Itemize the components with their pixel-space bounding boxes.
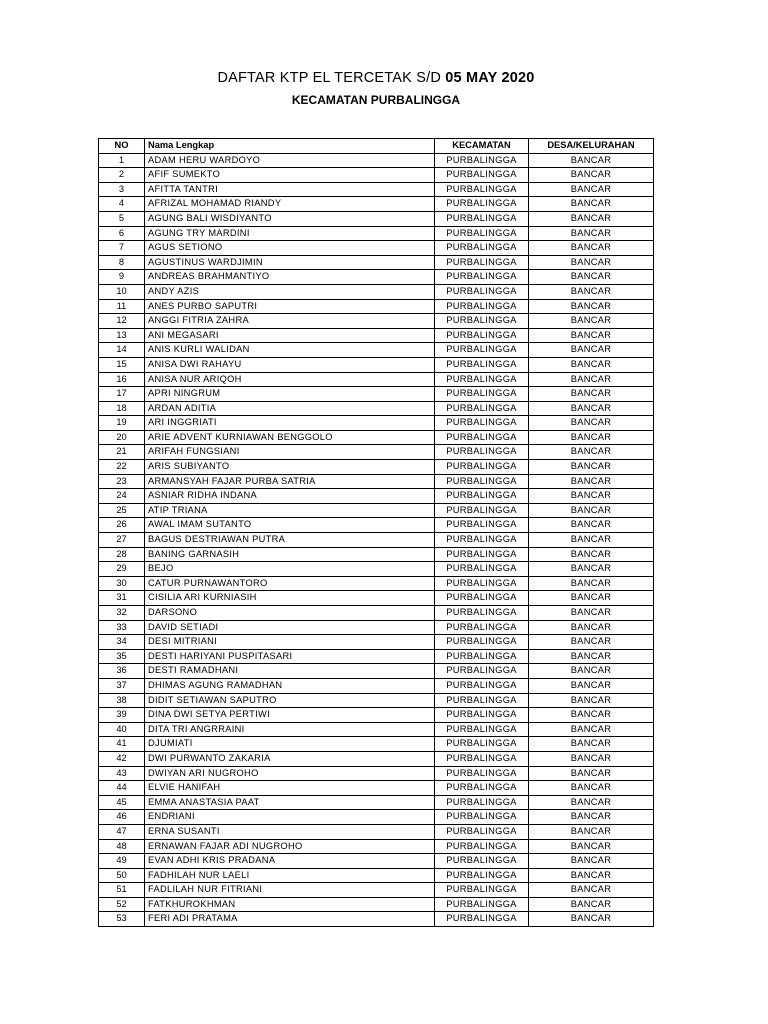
cell-kecamatan: PURBALINGGA <box>435 678 529 693</box>
cell-name: DWI PURWANTO ZAKARIA <box>145 751 435 766</box>
cell-no: 40 <box>99 722 145 737</box>
cell-name: ARI INGGRIATI <box>145 416 435 431</box>
cell-no: 23 <box>99 474 145 489</box>
cell-no: 22 <box>99 460 145 475</box>
cell-kecamatan: PURBALINGGA <box>435 766 529 781</box>
table-row <box>99 241 654 256</box>
cell-name: FADHILAH NUR LAELI <box>145 868 435 883</box>
cell-desa: BANCAR <box>529 547 654 562</box>
table-row <box>99 781 654 796</box>
table-row <box>99 357 654 372</box>
cell-no: 43 <box>99 766 145 781</box>
column-header-name: Nama Lengkap <box>145 139 435 154</box>
cell-name: ANIS KURLI WALIDAN <box>145 343 435 358</box>
cell-desa: BANCAR <box>529 591 654 606</box>
cell-kecamatan: PURBALINGGA <box>435 781 529 796</box>
cell-desa: BANCAR <box>529 678 654 693</box>
cell-name: DWIYAN ARI NUGROHO <box>145 766 435 781</box>
cell-name: FERI ADI PRATAMA <box>145 912 435 927</box>
table-row <box>99 606 654 621</box>
cell-kecamatan: PURBALINGGA <box>435 708 529 723</box>
cell-no: 14 <box>99 343 145 358</box>
cell-no: 2 <box>99 168 145 183</box>
cell-name: DJUMIATI <box>145 737 435 752</box>
cell-no: 34 <box>99 635 145 650</box>
cell-desa: BANCAR <box>529 839 654 854</box>
cell-no: 6 <box>99 226 145 241</box>
cell-no: 38 <box>99 693 145 708</box>
cell-name: ANDREAS BRAHMANTIYO <box>145 270 435 285</box>
cell-no: 9 <box>99 270 145 285</box>
cell-desa: BANCAR <box>529 533 654 548</box>
cell-desa: BANCAR <box>529 737 654 752</box>
column-header-no: NO <box>99 139 145 154</box>
cell-kecamatan: PURBALINGGA <box>435 197 529 212</box>
cell-desa: BANCAR <box>529 620 654 635</box>
table-row <box>99 168 654 183</box>
title-prefix: DAFTAR KTP EL TERCETAK S/D <box>217 70 442 86</box>
cell-no: 11 <box>99 299 145 314</box>
cell-kecamatan: PURBALINGGA <box>435 182 529 197</box>
cell-kecamatan: PURBALINGGA <box>435 211 529 226</box>
cell-desa: BANCAR <box>529 430 654 445</box>
table-row <box>99 664 654 679</box>
cell-kecamatan: PURBALINGGA <box>435 912 529 927</box>
cell-desa: BANCAR <box>529 883 654 898</box>
cell-no: 5 <box>99 211 145 226</box>
cell-kecamatan: PURBALINGGA <box>435 635 529 650</box>
cell-no: 51 <box>99 883 145 898</box>
cell-name: ANISA NUR ARIQOH <box>145 372 435 387</box>
cell-kecamatan: PURBALINGGA <box>435 664 529 679</box>
cell-no: 39 <box>99 708 145 723</box>
cell-desa: BANCAR <box>529 211 654 226</box>
cell-name: ANGGI FITRIA ZAHRA <box>145 314 435 329</box>
cell-no: 19 <box>99 416 145 431</box>
table-row <box>99 547 654 562</box>
table-row <box>99 197 654 212</box>
cell-desa: BANCAR <box>529 693 654 708</box>
cell-desa: BANCAR <box>529 372 654 387</box>
cell-desa: BANCAR <box>529 270 654 285</box>
table-row <box>99 649 654 664</box>
table-row <box>99 518 654 533</box>
cell-desa: BANCAR <box>529 503 654 518</box>
cell-kecamatan: PURBALINGGA <box>435 416 529 431</box>
cell-kecamatan: PURBALINGGA <box>435 343 529 358</box>
cell-no: 53 <box>99 912 145 927</box>
table-row <box>99 854 654 869</box>
cell-no: 16 <box>99 372 145 387</box>
table-row <box>99 343 654 358</box>
table-row <box>99 153 654 168</box>
column-header-desa: DESA/KELURAHAN <box>529 139 654 154</box>
cell-no: 24 <box>99 489 145 504</box>
table-row <box>99 795 654 810</box>
table-row <box>99 387 654 402</box>
cell-kecamatan: PURBALINGGA <box>435 299 529 314</box>
cell-kecamatan: PURBALINGGA <box>435 357 529 372</box>
table-body <box>99 153 654 926</box>
cell-kecamatan: PURBALINGGA <box>435 430 529 445</box>
table-row <box>99 635 654 650</box>
cell-name: AGUNG TRY MARDINI <box>145 226 435 241</box>
cell-name: AFITTA TANTRI <box>145 182 435 197</box>
cell-name: ARIFAH FUNGSIANI <box>145 445 435 460</box>
cell-no: 30 <box>99 576 145 591</box>
cell-desa: BANCAR <box>529 284 654 299</box>
cell-no: 29 <box>99 562 145 577</box>
cell-desa: BANCAR <box>529 708 654 723</box>
cell-no: 47 <box>99 824 145 839</box>
cell-no: 33 <box>99 620 145 635</box>
cell-desa: BANCAR <box>529 562 654 577</box>
cell-name: ARIS SUBIYANTO <box>145 460 435 475</box>
cell-name: ANDY AZIS <box>145 284 435 299</box>
table-row <box>99 708 654 723</box>
cell-no: 26 <box>99 518 145 533</box>
table-row <box>99 620 654 635</box>
cell-kecamatan: PURBALINGGA <box>435 824 529 839</box>
table-row <box>99 897 654 912</box>
cell-desa: BANCAR <box>529 664 654 679</box>
cell-name: ADAM HERU WARDOYO <box>145 153 435 168</box>
cell-kecamatan: PURBALINGGA <box>435 839 529 854</box>
table-row <box>99 416 654 431</box>
table-row <box>99 430 654 445</box>
cell-no: 28 <box>99 547 145 562</box>
cell-desa: BANCAR <box>529 824 654 839</box>
table-row <box>99 284 654 299</box>
cell-no: 41 <box>99 737 145 752</box>
cell-desa: BANCAR <box>529 474 654 489</box>
cell-no: 20 <box>99 430 145 445</box>
cell-desa: BANCAR <box>529 255 654 270</box>
cell-desa: BANCAR <box>529 722 654 737</box>
title-date: 05 MAY 2020 <box>445 70 535 86</box>
cell-name: DINA DWI SETYA PERTIWI <box>145 708 435 723</box>
cell-no: 50 <box>99 868 145 883</box>
cell-name: ERNA SUSANTI <box>145 824 435 839</box>
cell-name: ASNIAR RIDHA INDANA <box>145 489 435 504</box>
cell-kecamatan: PURBALINGGA <box>435 387 529 402</box>
cell-kecamatan: PURBALINGGA <box>435 751 529 766</box>
table-row <box>99 839 654 854</box>
cell-name: CATUR PURNAWANTORO <box>145 576 435 591</box>
cell-desa: BANCAR <box>529 518 654 533</box>
cell-name: DITA TRI ANGRRAINI <box>145 722 435 737</box>
cell-desa: BANCAR <box>529 897 654 912</box>
cell-name: ERNAWAN FAJAR ADI NUGROHO <box>145 839 435 854</box>
cell-no: 36 <box>99 664 145 679</box>
cell-name: ARIE ADVENT KURNIAWAN BENGGOLO <box>145 430 435 445</box>
cell-kecamatan: PURBALINGGA <box>435 314 529 329</box>
cell-name: DAVID SETIADI <box>145 620 435 635</box>
cell-no: 15 <box>99 357 145 372</box>
cell-kecamatan: PURBALINGGA <box>435 854 529 869</box>
cell-name: DHIMAS AGUNG RAMADHAN <box>145 678 435 693</box>
table-row <box>99 751 654 766</box>
cell-kecamatan: PURBALINGGA <box>435 810 529 825</box>
cell-kecamatan: PURBALINGGA <box>435 153 529 168</box>
cell-no: 37 <box>99 678 145 693</box>
cell-no: 21 <box>99 445 145 460</box>
cell-desa: BANCAR <box>529 606 654 621</box>
cell-desa: BANCAR <box>529 460 654 475</box>
cell-no: 25 <box>99 503 145 518</box>
table-row <box>99 766 654 781</box>
cell-name: DESTI HARIYANI PUSPITASARI <box>145 649 435 664</box>
column-header-kecamatan: KECAMATAN <box>435 139 529 154</box>
table-row <box>99 503 654 518</box>
cell-desa: BANCAR <box>529 489 654 504</box>
cell-name: BEJO <box>145 562 435 577</box>
cell-kecamatan: PURBALINGGA <box>435 620 529 635</box>
cell-kecamatan: PURBALINGGA <box>435 576 529 591</box>
cell-name: ANES PURBO SAPUTRI <box>145 299 435 314</box>
cell-name: AFIF SUMEKTO <box>145 168 435 183</box>
cell-kecamatan: PURBALINGGA <box>435 372 529 387</box>
cell-name: BANING GARNASIH <box>145 547 435 562</box>
cell-desa: BANCAR <box>529 868 654 883</box>
cell-name: ATIP TRIANA <box>145 503 435 518</box>
cell-kecamatan: PURBALINGGA <box>435 562 529 577</box>
cell-kecamatan: PURBALINGGA <box>435 401 529 416</box>
cell-name: APRI NINGRUM <box>145 387 435 402</box>
cell-no: 31 <box>99 591 145 606</box>
document-title <box>0 70 752 86</box>
cell-no: 18 <box>99 401 145 416</box>
cell-desa: BANCAR <box>529 854 654 869</box>
cell-desa: BANCAR <box>529 182 654 197</box>
table-row <box>99 489 654 504</box>
cell-kecamatan: PURBALINGGA <box>435 460 529 475</box>
cell-name: ARDAN ADITIA <box>145 401 435 416</box>
cell-desa: BANCAR <box>529 445 654 460</box>
cell-desa: BANCAR <box>529 401 654 416</box>
cell-name: FATKHUROKHMAN <box>145 897 435 912</box>
cell-name: AFRIZAL MOHAMAD RIANDY <box>145 197 435 212</box>
cell-name: FADLILAH NUR FITRIANI <box>145 883 435 898</box>
cell-no: 42 <box>99 751 145 766</box>
cell-kecamatan: PURBALINGGA <box>435 795 529 810</box>
cell-no: 45 <box>99 795 145 810</box>
table-row <box>99 912 654 927</box>
cell-desa: BANCAR <box>529 168 654 183</box>
cell-name: ELVIE HANIFAH <box>145 781 435 796</box>
cell-desa: BANCAR <box>529 795 654 810</box>
cell-name: ANI MEGASARI <box>145 328 435 343</box>
cell-kecamatan: PURBALINGGA <box>435 241 529 256</box>
cell-name: EVAN ADHI KRIS PRADANA <box>145 854 435 869</box>
cell-kecamatan: PURBALINGGA <box>435 547 529 562</box>
table-row <box>99 474 654 489</box>
cell-desa: BANCAR <box>529 328 654 343</box>
cell-desa: BANCAR <box>529 226 654 241</box>
table-row <box>99 255 654 270</box>
cell-kecamatan: PURBALINGGA <box>435 474 529 489</box>
cell-name: DARSONO <box>145 606 435 621</box>
cell-kecamatan: PURBALINGGA <box>435 284 529 299</box>
table-row <box>99 211 654 226</box>
cell-desa: BANCAR <box>529 649 654 664</box>
cell-name: ARMANSYAH FAJAR PURBA SATRIA <box>145 474 435 489</box>
table-row <box>99 693 654 708</box>
table-row <box>99 270 654 285</box>
table-row <box>99 810 654 825</box>
table-row <box>99 401 654 416</box>
cell-desa: BANCAR <box>529 416 654 431</box>
cell-name: DESTI RAMADHANI <box>145 664 435 679</box>
cell-name: ENDRIANI <box>145 810 435 825</box>
cell-no: 4 <box>99 197 145 212</box>
cell-desa: BANCAR <box>529 912 654 927</box>
cell-name: DESI MITRIANI <box>145 635 435 650</box>
cell-kecamatan: PURBALINGGA <box>435 168 529 183</box>
cell-desa: BANCAR <box>529 781 654 796</box>
table-row <box>99 824 654 839</box>
cell-kecamatan: PURBALINGGA <box>435 591 529 606</box>
cell-kecamatan: PURBALINGGA <box>435 503 529 518</box>
cell-no: 13 <box>99 328 145 343</box>
cell-no: 32 <box>99 606 145 621</box>
table-row <box>99 372 654 387</box>
cell-kecamatan: PURBALINGGA <box>435 897 529 912</box>
cell-kecamatan: PURBALINGGA <box>435 533 529 548</box>
table-row <box>99 576 654 591</box>
table-row <box>99 445 654 460</box>
cell-kecamatan: PURBALINGGA <box>435 693 529 708</box>
table-row <box>99 722 654 737</box>
cell-name: BAGUS DESTRIAWAN PUTRA <box>145 533 435 548</box>
cell-no: 12 <box>99 314 145 329</box>
table-row <box>99 460 654 475</box>
table-row <box>99 182 654 197</box>
cell-name: ANISA DWI RAHAYU <box>145 357 435 372</box>
cell-desa: BANCAR <box>529 810 654 825</box>
cell-name: AGUNG BALI WISDIYANTO <box>145 211 435 226</box>
cell-no: 35 <box>99 649 145 664</box>
cell-kecamatan: PURBALINGGA <box>435 445 529 460</box>
cell-desa: BANCAR <box>529 576 654 591</box>
table-row <box>99 868 654 883</box>
cell-no: 8 <box>99 255 145 270</box>
table-row <box>99 226 654 241</box>
cell-name: EMMA ANASTASIA PAAT <box>145 795 435 810</box>
cell-desa: BANCAR <box>529 766 654 781</box>
table-row <box>99 299 654 314</box>
document-subtitle: KECAMATAN PURBALINGGA <box>291 93 461 107</box>
cell-no: 3 <box>99 182 145 197</box>
cell-desa: BANCAR <box>529 751 654 766</box>
cell-kecamatan: PURBALINGGA <box>435 737 529 752</box>
cell-desa: BANCAR <box>529 357 654 372</box>
cell-desa: BANCAR <box>529 314 654 329</box>
cell-desa: BANCAR <box>529 387 654 402</box>
cell-no: 49 <box>99 854 145 869</box>
cell-name: AGUSTINUS WARDJIMIN <box>145 255 435 270</box>
cell-kecamatan: PURBALINGGA <box>435 518 529 533</box>
cell-kecamatan: PURBALINGGA <box>435 226 529 241</box>
cell-name: CISILIA ARI KURNIASIH <box>145 591 435 606</box>
table-row <box>99 533 654 548</box>
table-row <box>99 883 654 898</box>
table-row <box>99 678 654 693</box>
cell-desa: BANCAR <box>529 197 654 212</box>
cell-desa: BANCAR <box>529 241 654 256</box>
cell-kecamatan: PURBALINGGA <box>435 883 529 898</box>
table-row <box>99 328 654 343</box>
cell-desa: BANCAR <box>529 153 654 168</box>
table-row <box>99 314 654 329</box>
cell-no: 46 <box>99 810 145 825</box>
table-row <box>99 591 654 606</box>
cell-name: DIDIT SETIAWAN SAPUTRO <box>145 693 435 708</box>
cell-no: 17 <box>99 387 145 402</box>
cell-no: 44 <box>99 781 145 796</box>
cell-kecamatan: PURBALINGGA <box>435 489 529 504</box>
cell-kecamatan: PURBALINGGA <box>435 255 529 270</box>
cell-no: 52 <box>99 897 145 912</box>
cell-desa: BANCAR <box>529 343 654 358</box>
table-row <box>99 562 654 577</box>
cell-kecamatan: PURBALINGGA <box>435 270 529 285</box>
table-header-row <box>99 139 654 154</box>
table-row <box>99 737 654 752</box>
cell-no: 27 <box>99 533 145 548</box>
cell-kecamatan: PURBALINGGA <box>435 868 529 883</box>
cell-name: AGUS SETIONO <box>145 241 435 256</box>
cell-desa: BANCAR <box>529 299 654 314</box>
cell-kecamatan: PURBALINGGA <box>435 649 529 664</box>
cell-kecamatan: PURBALINGGA <box>435 328 529 343</box>
cell-no: 1 <box>99 153 145 168</box>
cell-no: 48 <box>99 839 145 854</box>
cell-no: 10 <box>99 284 145 299</box>
ktp-table <box>98 138 654 927</box>
cell-name: AWAL IMAM SUTANTO <box>145 518 435 533</box>
cell-desa: BANCAR <box>529 635 654 650</box>
cell-kecamatan: PURBALINGGA <box>435 606 529 621</box>
cell-no: 7 <box>99 241 145 256</box>
cell-kecamatan: PURBALINGGA <box>435 722 529 737</box>
